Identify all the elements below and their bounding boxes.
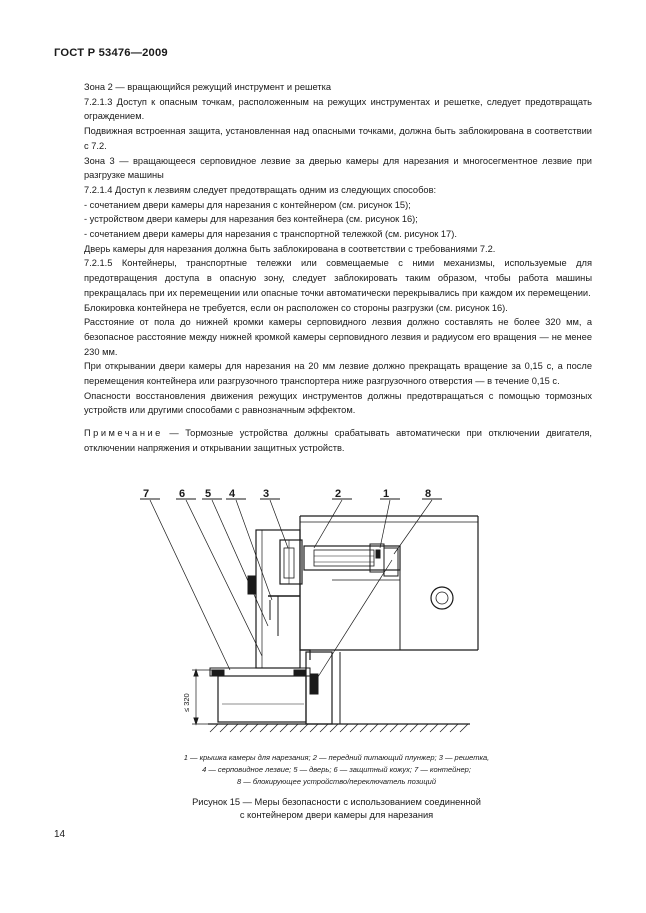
callout-7: 7 xyxy=(143,488,150,500)
legend-line: 1 — крышка камеры для нарезания; 2 — передний питающий плунжер; 3 — решетка, xyxy=(183,753,490,762)
list-item-no-container: - устройством двери камеры для нарезания без контейнера (см. рисунок 16); xyxy=(84,214,418,225)
callout-3: 3 xyxy=(263,488,270,500)
figure-legend xyxy=(84,752,589,788)
paragraph-door-opening: При открывании двери камеры для нарезания на 20 мм лезвие должно прекращать вращение за 0,15 с, а после перемещения контейнера или разгрузочного транспортера ниже разгрузочного отверстия — в течение 0,15 с. xyxy=(84,361,592,387)
caption-line: с контейнером двери камеры для нарезания xyxy=(239,810,434,820)
dimension-label: ≤ 320 xyxy=(182,693,191,712)
caption-line: Рисунок 15 — Меры безопасности с использованием соединенной xyxy=(192,797,481,807)
list-item-container: - сочетанием двери камеры для нарезания с контейнером (см. рисунок 15); xyxy=(84,199,411,210)
callout-6: 6 xyxy=(179,488,186,500)
paragraph-movable-guard: Подвижная встроенная защита, установленная над опасными точками, должна быть заблокирована в соответствии с 7.2. xyxy=(84,126,592,151)
note-text: — Тормозные устройства должны срабатывать автоматически при отключении двигателя, отключении напряжения и открывании защитных устройств. xyxy=(84,428,592,453)
callout-5: 5 xyxy=(205,488,212,500)
page-number: 14 xyxy=(54,829,66,840)
paragraph-restart: Опасности восстановления движения режущих инструментов должны предотвращаться с помощью тормозных устройств или другими способами с равнозначным эффектом. xyxy=(84,390,592,416)
paragraph-zone2: Зона 2 — вращающийся режущий инструмент и решетка xyxy=(84,82,332,92)
callout-1: 1 xyxy=(383,488,390,500)
figure-caption xyxy=(84,796,589,822)
callout-4: 4 xyxy=(229,488,236,500)
note-label: Примечание xyxy=(84,428,163,439)
body-text xyxy=(84,80,592,456)
paragraph-7-2-1-3: 7.2.1.3 Доступ к опасным точкам, расположенным на режущих инструментах и решетке, следует предотвращать ограждением. xyxy=(84,96,592,122)
paragraph-7-2-1-5: 7.2.1.5 Контейнеры, транспортные тележки или совмещаемые с ними механизмы, используемые для предотвращения доступа в опасную зону, следует заблокировать таким образом, чтобы работа машины прекращалась при их перемещении или опасные точки автоматически перекрывались при каждом их перемещении. xyxy=(84,258,592,298)
callout-2: 2 xyxy=(335,488,342,500)
list-item-cart: - сочетанием двери камеры для нарезания с транспортной тележкой (см. рисунок 17). xyxy=(84,229,457,240)
legend-line: 8 — блокирующее устройство/переключатель позиций xyxy=(236,777,436,786)
paragraph-container-lock: Блокировка контейнера не требуется, если он расположен со стороны разгрузки (см. рисунок 16). xyxy=(84,302,508,313)
document-header: ГОСТ Р 53476—2009 xyxy=(54,47,168,59)
legend-line: 4 — серповидное лезвие; 5 — дверь; 6 — защитный кожух; 7 — контейнер; xyxy=(202,765,471,774)
paragraph-7-2-1-4: 7.2.1.4 Доступ к лезвиям следует предотвращать одним из следующих способов: xyxy=(84,184,437,195)
note xyxy=(84,426,592,455)
paragraph-zone3: Зона 3 — вращающееся серповидное лезвие за дверью камеры для нарезания и многосегментное лезвие при разгрузке машины xyxy=(84,155,592,181)
paragraph-door-lock: Дверь камеры для нарезания должна быть заблокирована в соответствии с требованиями 7.2. xyxy=(84,243,496,254)
callout-8: 8 xyxy=(425,488,432,500)
paragraph-distance: Расстояние от пола до нижней кромки камеры серповидного лезвия должно составлять не более 320 мм, а безопасное расстояние между нижней кромкой камеры серповидного лезвия и радиусом его вращения — не менее 230 мм. xyxy=(84,317,592,357)
